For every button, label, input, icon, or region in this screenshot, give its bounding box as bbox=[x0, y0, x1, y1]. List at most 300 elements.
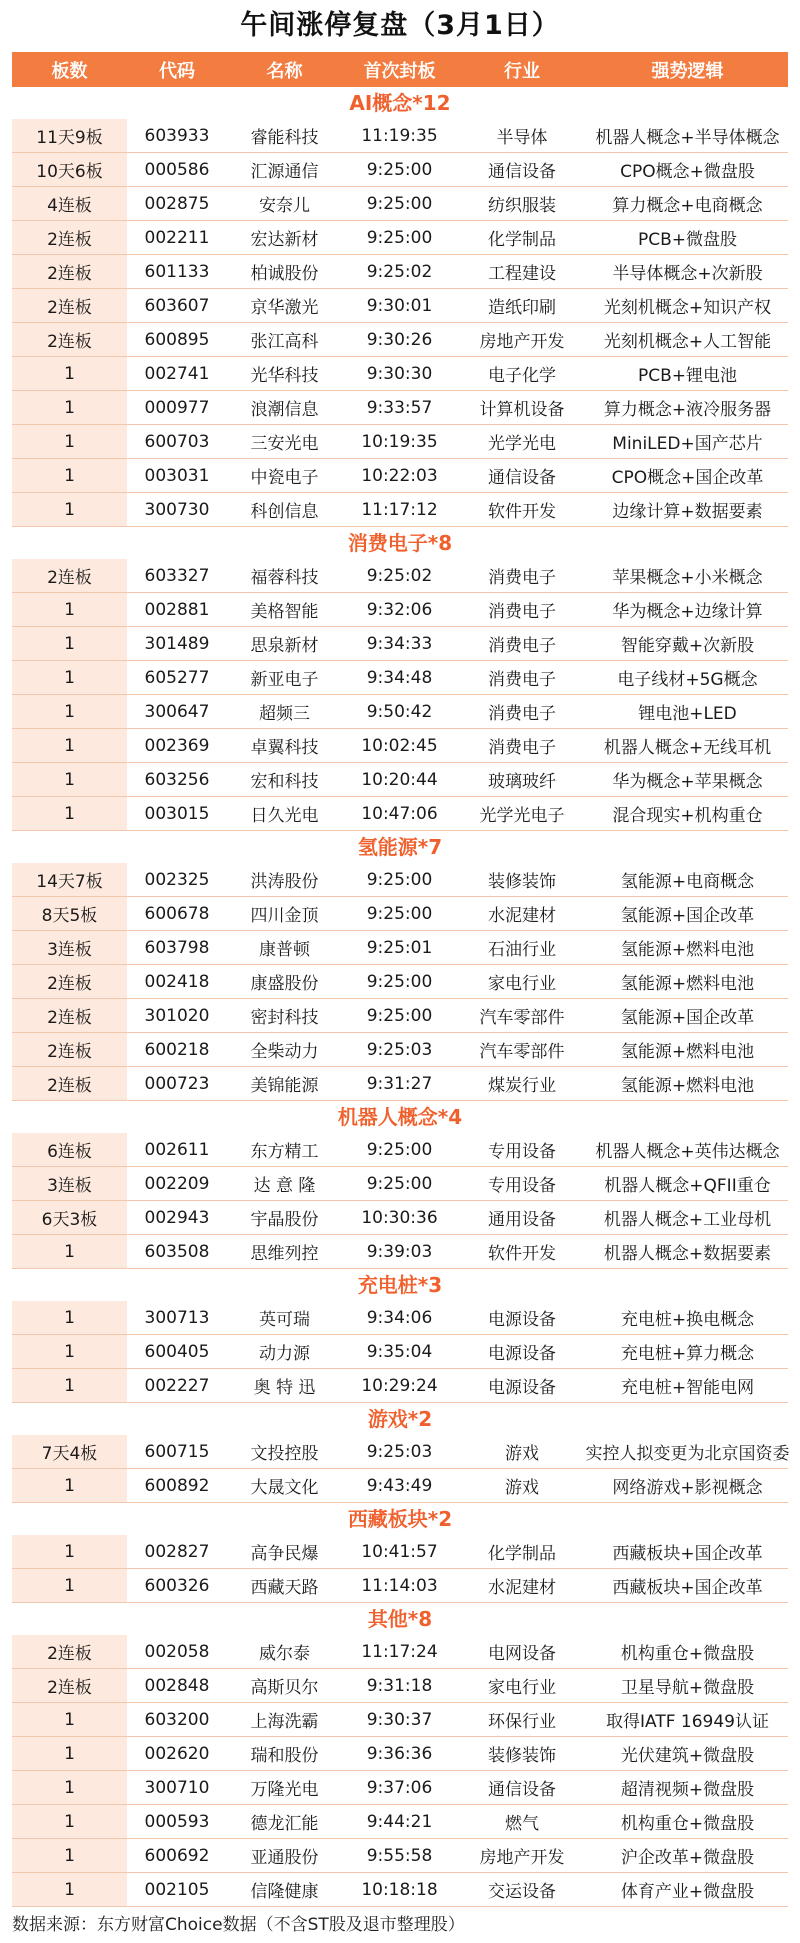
first-limit-time-cell: 9:32:06 bbox=[366, 599, 433, 620]
logic-cell: 氢能源+燃料电池 bbox=[620, 1076, 755, 1096]
logic-cell: 氢能源+燃料电池 bbox=[620, 1042, 755, 1062]
name-cell: 高争民爆 bbox=[250, 1544, 319, 1564]
name-cell: 动力源 bbox=[259, 1344, 310, 1364]
table-row bbox=[12, 897, 788, 931]
industry-cell: 汽车零部件 bbox=[479, 1042, 565, 1062]
board-count-cell: 1 bbox=[12, 459, 127, 492]
name-cell: 信隆健康 bbox=[250, 1882, 319, 1902]
code-cell: 000723 bbox=[144, 1073, 210, 1094]
logic-cell: 机器人概念+英伟达概念 bbox=[595, 1142, 780, 1162]
first-limit-time-cell: 11:17:12 bbox=[361, 499, 438, 520]
name-cell: 柏诚股份 bbox=[250, 264, 319, 284]
first-limit-time-cell: 11:14:03 bbox=[361, 1575, 438, 1596]
board-count-cell: 1 bbox=[12, 1873, 127, 1906]
industry-cell: 游戏 bbox=[505, 1444, 539, 1464]
board-count-cell: 1 bbox=[12, 1569, 127, 1602]
logic-cell: 算力概念+液冷服务器 bbox=[603, 400, 772, 420]
first-limit-time-cell: 9:25:00 bbox=[366, 869, 433, 890]
name-cell: 思泉新材 bbox=[250, 636, 319, 656]
code-cell: 600692 bbox=[144, 1845, 210, 1866]
table-row bbox=[12, 187, 788, 221]
code-cell: 603798 bbox=[144, 937, 210, 958]
first-limit-time-cell: 9:34:48 bbox=[366, 667, 433, 688]
board-count-cell: 1 bbox=[12, 1301, 127, 1334]
board-count-cell: 1 bbox=[12, 593, 127, 626]
data-source-note: 数据来源：东方财富Choice数据（不含ST股及退市整理股） bbox=[12, 1915, 465, 1935]
code-cell: 600678 bbox=[144, 903, 210, 924]
industry-cell: 交运设备 bbox=[488, 1882, 556, 1902]
industry-cell: 专用设备 bbox=[488, 1142, 556, 1162]
board-count-cell: 1 bbox=[12, 763, 127, 796]
board-count-cell: 1 bbox=[12, 493, 127, 526]
logic-cell: 混合现实+机构重仓 bbox=[612, 806, 763, 826]
code-cell: 603607 bbox=[144, 295, 210, 316]
first-limit-time-cell: 9:25:03 bbox=[366, 1039, 433, 1060]
logic-cell: 氢能源+国企改革 bbox=[620, 906, 755, 926]
code-cell: 603327 bbox=[144, 565, 210, 586]
first-limit-time-cell: 9:35:04 bbox=[366, 1341, 433, 1362]
board-count-cell: 1 bbox=[12, 1469, 127, 1502]
name-cell: 奥 特 迅 bbox=[253, 1378, 316, 1398]
board-count-cell: 2连板 bbox=[12, 965, 127, 998]
code-cell: 301020 bbox=[144, 1005, 210, 1026]
logic-cell: 充电桩+智能电网 bbox=[620, 1378, 755, 1398]
name-cell: 亚通股份 bbox=[250, 1848, 319, 1868]
logic-cell: 算力概念+电商概念 bbox=[612, 196, 763, 216]
first-limit-time-cell: 9:25:00 bbox=[366, 159, 433, 180]
table-row bbox=[12, 627, 788, 661]
name-cell: 洪涛股份 bbox=[250, 872, 319, 892]
section-heading: 西藏板块*2 bbox=[347, 1507, 453, 1531]
name-cell: 密封科技 bbox=[250, 1008, 319, 1028]
logic-cell: 机器人概念+数据要素 bbox=[603, 1244, 772, 1264]
table-row bbox=[12, 1369, 788, 1403]
industry-cell: 房地产开发 bbox=[479, 332, 565, 352]
section-heading: 消费电子*8 bbox=[347, 531, 453, 555]
table-row bbox=[12, 1067, 788, 1101]
code-cell: 603508 bbox=[144, 1241, 210, 1262]
name-cell: 张江高科 bbox=[250, 332, 319, 352]
name-cell: 四川金顶 bbox=[250, 906, 319, 926]
industry-cell: 水泥建材 bbox=[488, 1578, 556, 1598]
board-count-cell: 2连板 bbox=[12, 1067, 127, 1100]
table-row bbox=[12, 323, 788, 357]
industry-cell: 房地产开发 bbox=[479, 1848, 565, 1868]
board-count-cell: 1 bbox=[12, 391, 127, 424]
code-cell: 002827 bbox=[144, 1541, 210, 1562]
table-row bbox=[12, 1669, 788, 1703]
table-row bbox=[12, 119, 788, 153]
code-cell: 000977 bbox=[144, 397, 210, 418]
logic-cell: MiniLED+国产芯片 bbox=[612, 434, 763, 454]
industry-cell: 通信设备 bbox=[488, 468, 556, 488]
table-row bbox=[12, 1301, 788, 1335]
code-cell: 002211 bbox=[144, 227, 210, 248]
industry-cell: 装修装饰 bbox=[488, 872, 556, 892]
board-count-cell: 1 bbox=[12, 1771, 127, 1804]
code-cell: 002418 bbox=[144, 971, 210, 992]
industry-cell: 纺织服装 bbox=[488, 196, 556, 216]
name-cell: 超频三 bbox=[259, 704, 310, 724]
name-cell: 睿能科技 bbox=[250, 128, 319, 148]
first-limit-time-cell: 9:55:58 bbox=[366, 1845, 433, 1866]
code-cell: 002105 bbox=[144, 1879, 210, 1900]
logic-cell: 西藏板块+国企改革 bbox=[612, 1578, 763, 1598]
logic-cell: 机构重仓+微盘股 bbox=[620, 1644, 755, 1664]
board-count-cell: 2连板 bbox=[12, 289, 127, 322]
board-count-cell: 2连板 bbox=[12, 999, 127, 1032]
section-heading: AI概念*12 bbox=[349, 91, 451, 115]
industry-cell: 软件开发 bbox=[488, 502, 556, 522]
header-code: 代码 bbox=[159, 60, 195, 82]
first-limit-time-cell: 9:25:00 bbox=[366, 903, 433, 924]
logic-cell: 实控人拟变更为北京国资委 bbox=[585, 1444, 790, 1464]
industry-cell: 消费电子 bbox=[488, 704, 556, 724]
logic-cell: PCB+锂电池 bbox=[637, 366, 738, 386]
first-limit-time-cell: 9:34:33 bbox=[366, 633, 433, 654]
name-cell: 达 意 隆 bbox=[253, 1176, 316, 1196]
board-count-cell: 1 bbox=[12, 1805, 127, 1838]
industry-cell: 光学光电 bbox=[488, 434, 556, 454]
table-row bbox=[12, 729, 788, 763]
first-limit-time-cell: 9:39:03 bbox=[366, 1241, 433, 1262]
logic-cell: 电子线材+5G概念 bbox=[617, 670, 758, 690]
name-cell: 卓翼科技 bbox=[250, 738, 319, 758]
logic-cell: 半导体概念+次新股 bbox=[612, 264, 763, 284]
code-cell: 002325 bbox=[144, 869, 210, 890]
industry-cell: 家电行业 bbox=[488, 974, 556, 994]
code-cell: 003015 bbox=[144, 803, 210, 824]
code-cell: 002741 bbox=[144, 363, 210, 384]
first-limit-time-cell: 10:47:06 bbox=[361, 803, 438, 824]
table-row bbox=[12, 1435, 788, 1469]
table-row bbox=[12, 1805, 788, 1839]
code-cell: 002881 bbox=[144, 599, 210, 620]
first-limit-time-cell: 9:25:00 bbox=[366, 971, 433, 992]
header-first-limit-time: 首次封板 bbox=[363, 60, 436, 82]
board-count-cell: 8天5板 bbox=[12, 897, 127, 930]
code-cell: 600895 bbox=[144, 329, 210, 350]
logic-cell: CPO概念+国企改革 bbox=[611, 468, 764, 488]
logic-cell: 西藏板块+国企改革 bbox=[612, 1544, 763, 1564]
first-limit-time-cell: 9:25:00 bbox=[366, 227, 433, 248]
board-count-cell: 1 bbox=[12, 661, 127, 694]
name-cell: 宏和科技 bbox=[250, 772, 319, 792]
name-cell: 英可瑞 bbox=[259, 1310, 310, 1330]
name-cell: 宇晶股份 bbox=[250, 1210, 319, 1230]
name-cell: 美格智能 bbox=[250, 602, 319, 622]
first-limit-time-cell: 9:30:37 bbox=[366, 1709, 433, 1730]
code-cell: 002943 bbox=[144, 1207, 210, 1228]
table-row bbox=[12, 1569, 788, 1603]
table-row bbox=[12, 493, 788, 527]
table-row bbox=[12, 391, 788, 425]
logic-cell: 机器人概念+QFII重仓 bbox=[604, 1176, 771, 1196]
code-cell: 300713 bbox=[144, 1307, 210, 1328]
table-row bbox=[12, 661, 788, 695]
first-limit-time-cell: 9:25:01 bbox=[366, 937, 433, 958]
name-cell: 康盛股份 bbox=[250, 974, 319, 994]
first-limit-time-cell: 9:31:27 bbox=[366, 1073, 433, 1094]
industry-cell: 石油行业 bbox=[488, 940, 556, 960]
name-cell: 大晟文化 bbox=[250, 1478, 319, 1498]
table-row bbox=[12, 1033, 788, 1067]
name-cell: 上海洗霸 bbox=[250, 1712, 319, 1732]
name-cell: 中瓷电子 bbox=[250, 468, 319, 488]
board-count-cell: 1 bbox=[12, 1235, 127, 1268]
industry-cell: 消费电子 bbox=[488, 670, 556, 690]
code-cell: 600892 bbox=[144, 1475, 210, 1496]
table-row bbox=[12, 1635, 788, 1669]
name-cell: 汇源通信 bbox=[250, 162, 319, 182]
code-cell: 003031 bbox=[144, 465, 210, 486]
name-cell: 新亚电子 bbox=[250, 670, 319, 690]
table-row bbox=[12, 695, 788, 729]
table-row bbox=[12, 1839, 788, 1873]
code-cell: 605277 bbox=[144, 667, 210, 688]
first-limit-time-cell: 11:17:24 bbox=[361, 1641, 438, 1662]
first-limit-time-cell: 10:30:36 bbox=[361, 1207, 438, 1228]
board-count-cell: 1 bbox=[12, 1369, 127, 1402]
first-limit-time-cell: 9:34:06 bbox=[366, 1307, 433, 1328]
board-count-cell: 6天3板 bbox=[12, 1201, 127, 1234]
logic-cell: 光刻机概念+人工智能 bbox=[603, 332, 772, 352]
code-cell: 300730 bbox=[144, 499, 210, 520]
table-row bbox=[12, 1771, 788, 1805]
first-limit-time-cell: 11:19:35 bbox=[361, 125, 438, 146]
industry-cell: 汽车零部件 bbox=[479, 1008, 565, 1028]
table-row bbox=[12, 357, 788, 391]
industry-cell: 光学光电子 bbox=[479, 806, 565, 826]
board-count-cell: 2连板 bbox=[12, 221, 127, 254]
code-cell: 600703 bbox=[144, 431, 210, 452]
industry-cell: 半导体 bbox=[496, 128, 548, 148]
industry-cell: 消费电子 bbox=[488, 568, 556, 588]
table-row bbox=[12, 221, 788, 255]
logic-cell: 边缘计算+数据要素 bbox=[612, 502, 763, 522]
code-cell: 002620 bbox=[144, 1743, 210, 1764]
industry-cell: 电源设备 bbox=[488, 1344, 556, 1364]
section-heading: 其他*8 bbox=[367, 1607, 433, 1631]
industry-cell: 电子化学 bbox=[488, 366, 556, 386]
code-cell: 002227 bbox=[144, 1375, 210, 1396]
name-cell: 万隆光电 bbox=[250, 1780, 319, 1800]
name-cell: 东方精工 bbox=[250, 1142, 319, 1162]
name-cell: 三安光电 bbox=[250, 434, 319, 454]
board-count-cell: 1 bbox=[12, 729, 127, 762]
code-cell: 603200 bbox=[144, 1709, 210, 1730]
code-cell: 603933 bbox=[144, 125, 210, 146]
table-row bbox=[12, 1133, 788, 1167]
industry-cell: 软件开发 bbox=[488, 1244, 556, 1264]
code-cell: 002058 bbox=[144, 1641, 210, 1662]
table-row bbox=[12, 797, 788, 831]
board-count-cell: 1 bbox=[12, 1335, 127, 1368]
table-row bbox=[12, 1167, 788, 1201]
industry-cell: 造纸印刷 bbox=[488, 298, 556, 318]
logic-cell: 机器人概念+工业母机 bbox=[603, 1210, 772, 1230]
industry-cell: 专用设备 bbox=[488, 1176, 556, 1196]
board-count-cell: 1 bbox=[12, 797, 127, 830]
header-board-count: 板数 bbox=[51, 60, 88, 82]
logic-cell: 网络游戏+影视概念 bbox=[612, 1478, 763, 1498]
logic-cell: 卫星导航+微盘股 bbox=[620, 1678, 755, 1698]
name-cell: 科创信息 bbox=[250, 502, 319, 522]
table-row bbox=[12, 289, 788, 323]
board-count-cell: 10天6板 bbox=[12, 153, 127, 186]
page-title: 午间涨停复盘（3月1日） bbox=[240, 10, 560, 41]
first-limit-time-cell: 9:43:49 bbox=[366, 1475, 433, 1496]
board-count-cell: 1 bbox=[12, 1535, 127, 1568]
industry-cell: 通信设备 bbox=[488, 162, 556, 182]
logic-cell: 沪企改革+微盘股 bbox=[620, 1848, 755, 1868]
code-cell: 301489 bbox=[144, 633, 210, 654]
table-row bbox=[12, 1737, 788, 1771]
board-count-cell: 1 bbox=[12, 1839, 127, 1872]
name-cell: 西藏天路 bbox=[250, 1578, 319, 1598]
industry-cell: 化学制品 bbox=[488, 230, 556, 250]
name-cell: 福蓉科技 bbox=[250, 568, 319, 588]
board-count-cell: 1 bbox=[12, 627, 127, 660]
table-row bbox=[12, 1703, 788, 1737]
industry-cell: 煤炭行业 bbox=[488, 1076, 556, 1096]
table-row bbox=[12, 1201, 788, 1235]
first-limit-time-cell: 9:25:02 bbox=[366, 261, 433, 282]
industry-cell: 电源设备 bbox=[488, 1310, 556, 1330]
table-row bbox=[12, 1535, 788, 1569]
industry-cell: 通信设备 bbox=[488, 1780, 556, 1800]
code-cell: 300647 bbox=[144, 701, 210, 722]
table-row bbox=[12, 863, 788, 897]
board-count-cell: 2连板 bbox=[12, 559, 127, 592]
board-count-cell: 2连板 bbox=[12, 1669, 127, 1702]
first-limit-time-cell: 9:25:00 bbox=[366, 193, 433, 214]
name-cell: 德龙汇能 bbox=[250, 1814, 319, 1834]
logic-cell: 机构重仓+微盘股 bbox=[620, 1814, 755, 1834]
board-count-cell: 2连板 bbox=[12, 1635, 127, 1668]
board-count-cell: 1 bbox=[12, 1703, 127, 1736]
name-cell: 康普顿 bbox=[259, 940, 310, 960]
name-cell: 美锦能源 bbox=[250, 1076, 319, 1096]
board-count-cell: 1 bbox=[12, 425, 127, 458]
name-cell: 浪潮信息 bbox=[250, 400, 319, 420]
table-row bbox=[12, 255, 788, 289]
code-cell: 600218 bbox=[144, 1039, 210, 1060]
board-count-cell: 7天4板 bbox=[12, 1435, 127, 1468]
table-row bbox=[12, 763, 788, 797]
board-count-cell: 2连板 bbox=[12, 255, 127, 288]
industry-cell: 消费电子 bbox=[488, 738, 556, 758]
logic-cell: 超清视频+微盘股 bbox=[620, 1780, 755, 1800]
first-limit-time-cell: 9:44:21 bbox=[366, 1811, 433, 1832]
section-heading: 机器人概念*4 bbox=[337, 1105, 463, 1129]
header-name: 名称 bbox=[266, 60, 303, 82]
logic-cell: 华为概念+边缘计算 bbox=[612, 602, 763, 622]
code-cell: 600715 bbox=[144, 1441, 210, 1462]
name-cell: 安奈儿 bbox=[259, 196, 310, 216]
table-body bbox=[0, 87, 800, 1907]
industry-cell: 水泥建材 bbox=[488, 906, 556, 926]
industry-cell: 环保行业 bbox=[488, 1712, 556, 1732]
table-row bbox=[12, 1235, 788, 1269]
name-cell: 文投控股 bbox=[250, 1444, 319, 1464]
board-count-cell: 4连板 bbox=[12, 187, 127, 220]
logic-cell: 氢能源+电商概念 bbox=[620, 872, 755, 892]
code-cell: 002611 bbox=[144, 1139, 210, 1160]
first-limit-time-cell: 10:19:35 bbox=[361, 431, 438, 452]
logic-cell: 机器人概念+半导体概念 bbox=[595, 128, 780, 148]
code-cell: 300710 bbox=[144, 1777, 210, 1798]
industry-cell: 电源设备 bbox=[488, 1378, 556, 1398]
first-limit-time-cell: 9:33:57 bbox=[366, 397, 433, 418]
code-cell: 000593 bbox=[144, 1811, 210, 1832]
industry-cell: 消费电子 bbox=[488, 636, 556, 656]
first-limit-time-cell: 9:25:00 bbox=[366, 1139, 433, 1160]
logic-cell: 光伏建筑+微盘股 bbox=[620, 1746, 755, 1766]
first-limit-time-cell: 10:41:57 bbox=[361, 1541, 438, 1562]
logic-cell: 体育产业+微盘股 bbox=[620, 1882, 755, 1902]
name-cell: 宏达新材 bbox=[250, 230, 319, 250]
name-cell: 全柴动力 bbox=[250, 1042, 319, 1062]
industry-cell: 电网设备 bbox=[488, 1644, 556, 1664]
logic-cell: CPO概念+微盘股 bbox=[620, 162, 755, 182]
industry-cell: 装修装饰 bbox=[488, 1746, 556, 1766]
industry-cell: 消费电子 bbox=[488, 602, 556, 622]
name-cell: 瑞和股份 bbox=[250, 1746, 319, 1766]
first-limit-time-cell: 9:50:42 bbox=[366, 701, 433, 722]
name-cell: 威尔泰 bbox=[259, 1644, 310, 1664]
table-row bbox=[12, 1873, 788, 1907]
code-cell: 603256 bbox=[144, 769, 210, 790]
section-heading: 游戏*2 bbox=[367, 1407, 433, 1431]
logic-cell: 机器人概念+无线耳机 bbox=[603, 738, 772, 758]
code-cell: 002875 bbox=[144, 193, 210, 214]
name-cell: 日久光电 bbox=[250, 806, 319, 826]
board-count-cell: 14天7板 bbox=[12, 863, 127, 896]
board-count-cell: 1 bbox=[12, 695, 127, 728]
table-header bbox=[12, 52, 788, 87]
logic-cell: 氢能源+燃料电池 bbox=[620, 940, 755, 960]
code-cell: 600405 bbox=[144, 1341, 210, 1362]
first-limit-time-cell: 9:30:26 bbox=[366, 329, 433, 350]
code-cell: 002369 bbox=[144, 735, 210, 756]
board-count-cell: 1 bbox=[12, 1737, 127, 1770]
first-limit-time-cell: 9:30:01 bbox=[366, 295, 433, 316]
table-row bbox=[12, 459, 788, 493]
header-industry: 行业 bbox=[504, 60, 540, 82]
header-logic: 强势逻辑 bbox=[651, 60, 724, 82]
section-heading: 充电桩*3 bbox=[357, 1273, 443, 1297]
code-cell: 601133 bbox=[144, 261, 210, 282]
first-limit-time-cell: 9:25:03 bbox=[366, 1441, 433, 1462]
board-count-cell: 3连板 bbox=[12, 931, 127, 964]
first-limit-time-cell: 9:37:06 bbox=[366, 1777, 433, 1798]
logic-cell: 取得IATF 16949认证 bbox=[606, 1712, 769, 1732]
code-cell: 600326 bbox=[144, 1575, 210, 1596]
table-row bbox=[12, 153, 788, 187]
industry-cell: 游戏 bbox=[505, 1478, 539, 1498]
first-limit-time-cell: 10:22:03 bbox=[361, 465, 438, 486]
table-row bbox=[12, 999, 788, 1033]
industry-cell: 通用设备 bbox=[488, 1210, 556, 1230]
logic-cell: 氢能源+燃料电池 bbox=[620, 974, 755, 994]
table-row bbox=[12, 425, 788, 459]
first-limit-time-cell: 10:18:18 bbox=[361, 1879, 438, 1900]
table-row bbox=[12, 1335, 788, 1369]
board-count-cell: 11天9板 bbox=[12, 119, 127, 152]
logic-cell: 锂电池+LED bbox=[638, 704, 737, 724]
industry-cell: 计算机设备 bbox=[479, 400, 565, 420]
